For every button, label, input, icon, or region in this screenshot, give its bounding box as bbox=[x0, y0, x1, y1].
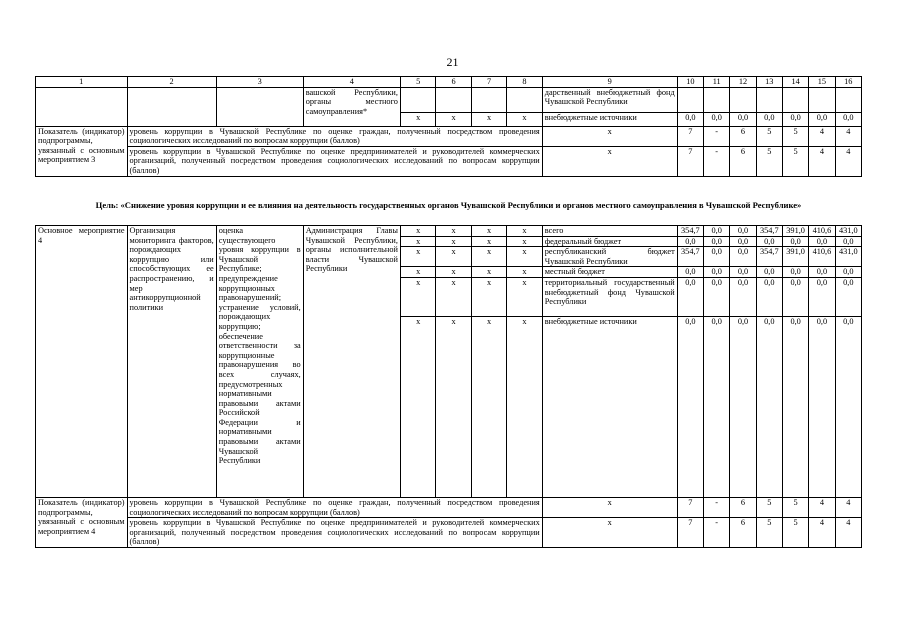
value-cell: 6 bbox=[730, 146, 756, 176]
main-event: Основное мероприятие 4 bbox=[36, 226, 128, 498]
value-cell: 6 bbox=[730, 518, 756, 548]
funding-source: федеральный бюджет bbox=[542, 236, 677, 247]
mark-x: x bbox=[542, 146, 677, 176]
col-num: 10 bbox=[677, 77, 703, 88]
indicator-row bbox=[36, 497, 862, 517]
mark-x: x bbox=[471, 113, 506, 126]
value-cell: 0,0 bbox=[835, 316, 861, 497]
indicator-label: Показатель (индикатор) подпрограммы, увязанный с основным мероприятием 3 bbox=[36, 126, 128, 176]
col-num: 4 bbox=[303, 77, 400, 88]
value-cell: 6 bbox=[730, 126, 756, 146]
col-num: 6 bbox=[436, 77, 471, 88]
value-cell: 4 bbox=[835, 497, 861, 517]
value-cell: 0,0 bbox=[704, 316, 730, 497]
mark-x: x bbox=[436, 226, 471, 237]
value-cell: 431,0 bbox=[835, 247, 861, 267]
source-continuation: дарственный внебюджетный фонд Чувашской Республики bbox=[542, 87, 677, 113]
mark-x: x bbox=[507, 247, 542, 267]
cell-empty bbox=[809, 87, 835, 113]
funding-source: внебюджетные источники bbox=[542, 113, 677, 126]
event-executors: Администрация Главы Чувашской Республики, органы исполнительной власти Чувашской Республики bbox=[303, 226, 400, 498]
value-cell: 7 bbox=[677, 497, 703, 517]
cell-empty bbox=[677, 87, 703, 113]
mark-x: x bbox=[507, 316, 542, 497]
value-cell: 0,0 bbox=[677, 277, 703, 316]
mark-x: x bbox=[400, 247, 435, 267]
value-cell: 7 bbox=[677, 126, 703, 146]
mark-x: x bbox=[471, 226, 506, 237]
mark-x: x bbox=[400, 113, 435, 126]
value-cell: 4 bbox=[835, 126, 861, 146]
value-cell: 0,0 bbox=[677, 267, 703, 278]
continuation-row bbox=[36, 87, 862, 113]
funding-source: местный бюджет bbox=[542, 267, 677, 278]
value-cell: 0,0 bbox=[730, 267, 756, 278]
funding-source: внебюджетные источники bbox=[542, 316, 677, 497]
value-cell: 4 bbox=[809, 126, 835, 146]
mark-x: x bbox=[400, 226, 435, 237]
goal-heading: Цель: «Снижение уровня коррупции и ее влияния на деятельность государственных органов Чувашской Республики и органов местного самоуправления в Чувашской Республике» bbox=[95, 200, 802, 210]
value-cell: 5 bbox=[756, 146, 782, 176]
value-cell: 354,7 bbox=[677, 247, 703, 267]
value-cell: 4 bbox=[809, 497, 835, 517]
value-cell: 0,0 bbox=[835, 277, 861, 316]
value-cell: 0,0 bbox=[704, 113, 730, 126]
value-cell: 354,7 bbox=[756, 226, 782, 237]
mark-x: x bbox=[542, 126, 677, 146]
value-cell: 0,0 bbox=[782, 113, 808, 126]
value-cell: 0,0 bbox=[782, 236, 808, 247]
budget-row bbox=[36, 226, 862, 237]
value-cell: - bbox=[704, 518, 730, 548]
cell-empty bbox=[782, 87, 808, 113]
cell-empty bbox=[507, 87, 542, 113]
column-number-row bbox=[36, 77, 862, 88]
mark-x: x bbox=[436, 113, 471, 126]
col-num: 14 bbox=[782, 77, 808, 88]
mark-x: x bbox=[400, 267, 435, 278]
mark-x: x bbox=[507, 113, 542, 126]
col-num: 9 bbox=[542, 77, 677, 88]
value-cell: 5 bbox=[782, 126, 808, 146]
col-num: 15 bbox=[809, 77, 835, 88]
value-cell: 0,0 bbox=[704, 267, 730, 278]
cell-empty bbox=[835, 87, 861, 113]
value-cell: 0,0 bbox=[756, 267, 782, 278]
indicator-text: уровень коррупции в Чувашской Республике по оценке граждан, полученный посредством проведения социологических исследований по вопросам коррупции (баллов) bbox=[127, 126, 542, 146]
mark-x: x bbox=[436, 267, 471, 278]
bottom-table bbox=[35, 225, 862, 548]
value-cell: 0,0 bbox=[835, 236, 861, 247]
value-cell: 0,0 bbox=[677, 236, 703, 247]
mark-x: x bbox=[436, 277, 471, 316]
value-cell: 4 bbox=[835, 518, 861, 548]
value-cell: 0,0 bbox=[730, 113, 756, 126]
indicator-text: уровень коррупции в Чувашской Республике по оценке предпринимателей и руководителей коммерческих организаций, полученный посредством проведения социологических исследований по вопросам коррупции (баллов) bbox=[127, 146, 542, 176]
col-num: 13 bbox=[756, 77, 782, 88]
col-num: 16 bbox=[835, 77, 861, 88]
value-cell: 410,6 bbox=[809, 226, 835, 237]
mark-x: x bbox=[507, 277, 542, 316]
value-cell: 0,0 bbox=[756, 236, 782, 247]
mark-x: x bbox=[471, 277, 506, 316]
value-cell: - bbox=[704, 146, 730, 176]
event-goals: оценка существующего уровня коррупции в Чувашской Республике; предупреждение коррупционных правонарушений; устранение условий, порождающих коррупцию; обеспечение ответственности за коррупционные правонарушения во всех случаях, предусмотренных нормативными правовыми актами Российской Федерации и нормативными правовыми актами Чувашской Республики bbox=[216, 226, 303, 498]
value-cell: 0,0 bbox=[809, 236, 835, 247]
value-cell: 4 bbox=[809, 518, 835, 548]
mark-x: x bbox=[542, 497, 677, 517]
value-cell: 391,0 bbox=[782, 226, 808, 237]
col-num: 7 bbox=[471, 77, 506, 88]
value-cell: 4 bbox=[809, 146, 835, 176]
value-cell: 391,0 bbox=[782, 247, 808, 267]
col-num: 12 bbox=[730, 77, 756, 88]
mark-x: x bbox=[507, 267, 542, 278]
value-cell: 0,0 bbox=[782, 316, 808, 497]
value-cell: 0,0 bbox=[704, 236, 730, 247]
cell-empty bbox=[127, 87, 216, 126]
value-cell: - bbox=[704, 126, 730, 146]
top-table bbox=[35, 76, 862, 177]
col-num: 2 bbox=[127, 77, 216, 88]
mark-x: x bbox=[400, 316, 435, 497]
cell-empty bbox=[471, 87, 506, 113]
mark-x: x bbox=[436, 247, 471, 267]
value-cell: 0,0 bbox=[756, 316, 782, 497]
col-num: 11 bbox=[704, 77, 730, 88]
value-cell: 0,0 bbox=[704, 226, 730, 237]
mark-x: x bbox=[471, 267, 506, 278]
cell-empty bbox=[436, 87, 471, 113]
value-cell: 5 bbox=[782, 497, 808, 517]
value-cell: 5 bbox=[782, 518, 808, 548]
mark-x: x bbox=[507, 226, 542, 237]
mark-x: x bbox=[436, 236, 471, 247]
cell-empty bbox=[756, 87, 782, 113]
value-cell: 0,0 bbox=[730, 316, 756, 497]
value-cell: 4 bbox=[835, 146, 861, 176]
page-number: 21 bbox=[446, 55, 459, 69]
value-cell: 0,0 bbox=[782, 267, 808, 278]
cell-empty bbox=[730, 87, 756, 113]
col-num: 3 bbox=[216, 77, 303, 88]
value-cell: 0,0 bbox=[730, 277, 756, 316]
value-cell: 0,0 bbox=[782, 277, 808, 316]
mark-x: x bbox=[436, 316, 471, 497]
value-cell: 5 bbox=[756, 497, 782, 517]
indicator-row bbox=[36, 146, 862, 176]
value-cell: 5 bbox=[782, 146, 808, 176]
cell-empty bbox=[704, 87, 730, 113]
value-cell: 0,0 bbox=[704, 277, 730, 316]
value-cell: 6 bbox=[730, 497, 756, 517]
funding-source: территориальный государственный внебюджетный фонд Чувашской Республики bbox=[542, 277, 677, 316]
value-cell: 0,0 bbox=[809, 277, 835, 316]
cell-empty bbox=[36, 87, 128, 126]
col-num: 8 bbox=[507, 77, 542, 88]
value-cell: 0,0 bbox=[835, 267, 861, 278]
mark-x: x bbox=[400, 277, 435, 316]
value-cell: 354,7 bbox=[756, 247, 782, 267]
mark-x: x bbox=[471, 316, 506, 497]
mark-x: x bbox=[542, 518, 677, 548]
mark-x: x bbox=[471, 236, 506, 247]
value-cell: 7 bbox=[677, 518, 703, 548]
value-cell: 0,0 bbox=[809, 113, 835, 126]
indicator-text: уровень коррупции в Чувашской Республике по оценке предпринимателей и руководителей коммерческих организаций, полученный посредством проведения социологических исследований по вопросам коррупции (баллов) bbox=[127, 518, 542, 548]
value-cell: 0,0 bbox=[809, 316, 835, 497]
col-num: 5 bbox=[400, 77, 435, 88]
cell-empty bbox=[216, 87, 303, 126]
value-cell: 5 bbox=[756, 518, 782, 548]
cell-empty bbox=[400, 87, 435, 113]
executors-continuation: вашской Республики, органы местного самоуправления* bbox=[303, 87, 400, 126]
funding-source: республиканский бюджет Чувашской Республики bbox=[542, 247, 677, 267]
value-cell: 7 bbox=[677, 146, 703, 176]
value-cell: 5 bbox=[756, 126, 782, 146]
value-cell: 0,0 bbox=[730, 247, 756, 267]
value-cell: 0,0 bbox=[730, 226, 756, 237]
value-cell: 0,0 bbox=[677, 316, 703, 497]
value-cell: 0,0 bbox=[677, 113, 703, 126]
value-cell: 0,0 bbox=[730, 236, 756, 247]
value-cell: 431,0 bbox=[835, 226, 861, 237]
indicator-row bbox=[36, 126, 862, 146]
mark-x: x bbox=[400, 236, 435, 247]
event-name: Организация мониторинга факторов, порождающих коррупцию или способствующих ее распространению, и мер антикоррупционной политики bbox=[127, 226, 216, 498]
value-cell: 410,6 bbox=[809, 247, 835, 267]
value-cell: 0,0 bbox=[756, 113, 782, 126]
indicator-text: уровень коррупции в Чувашской Республике по оценке граждан, полученный посредством проведения социологических исследований по вопросам коррупции (баллов) bbox=[127, 497, 542, 517]
value-cell: 0,0 bbox=[756, 277, 782, 316]
value-cell: 0,0 bbox=[704, 247, 730, 267]
value-cell: 354,7 bbox=[677, 226, 703, 237]
value-cell: 0,0 bbox=[835, 113, 861, 126]
indicator-label: Показатель (индикатор) подпрограммы, увязанный с основным мероприятием 4 bbox=[36, 497, 128, 547]
indicator-row bbox=[36, 518, 862, 548]
value-cell: 0,0 bbox=[809, 267, 835, 278]
mark-x: x bbox=[471, 247, 506, 267]
value-cell: - bbox=[704, 497, 730, 517]
mark-x: x bbox=[507, 236, 542, 247]
funding-source: всего bbox=[542, 226, 677, 237]
col-num: 1 bbox=[36, 77, 128, 88]
